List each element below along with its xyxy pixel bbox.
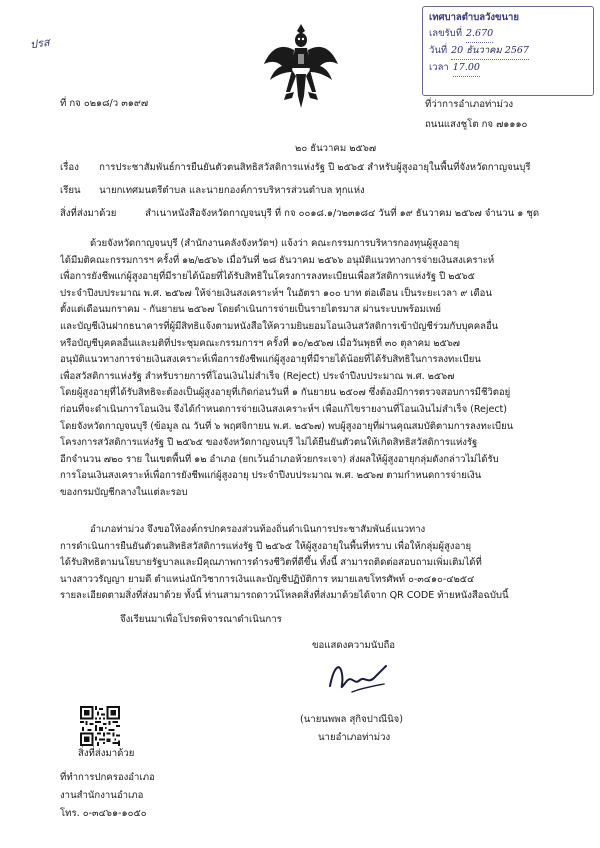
paragraph-line: การโอนเงินสงเคราะห์เพื่อการยังชีพแก่ผู้สูงอายุ ประจำปีงบประมาณ พ.ศ. ๒๕๖๗ ตามกำหนดการจ่ายเงิน — [60, 470, 482, 482]
garuda-emblem — [262, 20, 340, 110]
subject-row — [60, 160, 560, 177]
paragraph-line: โครงการสวัสดิการแห่งรัฐ ปี ๒๕๖๕ ของจังหวัดกาญจนบุรี ไม่ได้ยืนยันตัวตนให้เกิดสิทธิสวัสดิการแห่งรัฐ — [60, 437, 478, 449]
qr-caption: สิ่งที่ส่งมาด้วย — [78, 748, 135, 759]
paragraph-line: ด้วยจังหวัดกาญจนบุรี (สำนักงานคลังจังหวัดฯ) แจ้งว่า คณะกรรมการบริหารกองทุนผู้สูงอายุ — [90, 238, 460, 249]
office-address: ถนนแสงชูโต กจ ๗๑๑๑๐ — [425, 119, 528, 130]
paragraph-line: ได้มีมติคณะกรรมการฯ ครั้งที่ ๑๒/๒๕๖๖ เมื่อวันที่ ๒๘ ธันวาคม ๒๕๖๖ อนุมัติแนวทางการจ่ายเงินสงเคราะห์ — [60, 254, 495, 266]
attachment-text: สำเนาหนังสือจังหวัดกาญจนบุรี ที่ กจ ๐๐๑๘.๑/ว๒๓๑๘๔ วันที่ ๑๙ ธันวาคม ๒๕๖๗ จำนวน ๑ ชุด — [145, 208, 540, 219]
paragraph-line: อนุมัติแนวทางการจ่ายเงินสงเคราะห์เพื่อการยังชีพแก่ผู้สูงอายุที่มีรายได้น้อยที่ได้รับสิทธิในการลงทะเบียน — [60, 354, 481, 366]
paragraph-line: นางสาววรัญญา ยามดี ตำแหน่งนักวิชาการเงินและบัญชีปฏิบัติการ หมายเลขโทรศัพท์ ๐-๓๔๑๐-๔๒๕๔ — [60, 573, 475, 585]
paragraph-line: รายละเอียดตามสิ่งที่ส่งมาด้วย ทั้งนี้ ท่านสามารถดาวน์โหลดสิ่งที่ส่งมาด้วยได้จาก QR CODE ท้ายหนังสือฉบับนี้ — [60, 590, 509, 602]
paragraph-line: ได้รับสิทธิตามนโยบายรัฐบาลและมีคุณภาพการดำรงชีวิตที่ดีขึ้น ทั้งนี้ สามารถติดต่อสอบถามเพิ่มเติมได้ที่ — [60, 557, 482, 569]
paragraph-line: ประจำปีงบประมาณ พ.ศ. ๒๕๖๗ ให้จ่ายเงินสงเคราะห์ฯ ในอัตรา ๑๐๐ บาท ต่อเดือน เป็นระยะเวลา ๙ เดือน — [60, 287, 492, 299]
paragraph-line: การดำเนินการยืนยันตัวตนสิทธิสวัสดิการแห่งรัฐ ปี ๒๕๖๕ ให้ผู้สูงอายุในพื้นที่ทราบ เพื่อให้กลุ่มผู้สูงอายุ — [60, 540, 472, 552]
office-name: ที่ว่าการอำเภอท่าม่วง — [425, 99, 514, 110]
signature-name: (นายนพพล สุกิจปาณีนิจ) — [300, 714, 404, 725]
stamp-time-value: 17.00 — [453, 60, 480, 77]
stamp-org — [429, 10, 587, 26]
to-label: เรียน — [60, 185, 81, 196]
signoff-text: ขอแสดงความนับถือ — [312, 640, 396, 651]
paragraph-line: และบัญชีเงินฝากธนาคารที่ผู้มีสิทธิแจ้งตามหนังสือให้ความยินยอมโอนเงินสวัสดิการเข้าบัญชีร่วมกับบุคคลอื่น — [60, 320, 499, 332]
paragraph-line: โดยผู้สูงอายุที่ได้รับสิทธิจะต้องเป็นผู้สูงอายุที่เกิดก่อนวันที่ ๑ กันยายน ๒๕๐๗ ซึ่งต้องมีการตรวจสอบการมีชีวิตอยู่ — [60, 387, 511, 399]
paragraph-line: ก่อนที่จะดำเนินการโอนเงิน จึงได้กำหนดการจ่ายเงินสงเคราะห์ฯ เพื่อแก้ไขรายงานที่โอนเงินไม่สำเร็จ (Reject) — [60, 403, 507, 415]
stamp-org-text: เทศบาลตำบลวังขนาย — [429, 12, 519, 23]
stamp-receive-label: เลขรับที่ — [429, 28, 462, 39]
receiving-stamp — [422, 6, 594, 96]
stamp-time-row — [429, 60, 587, 77]
paragraph-line: เพื่อการยังชีพแก่ผู้สูงอายุที่มีรายได้น้อยที่ได้รับสิทธิในโครงการลงทะเบียนเพื่อสวัสดิการแห่งรัฐ ปี ๒๕๖๕ — [60, 271, 475, 283]
footer-section: งานสำนักงานอำเภอ — [60, 790, 144, 801]
handwritten-signature — [322, 656, 392, 700]
paragraph-line: อำเภอท่าม่วง จึงขอให้องค์กรปกครองส่วนท้องถิ่นดำเนินการประชาสัมพันธ์แนวทาง — [90, 524, 426, 535]
document-date: ๒๐ ธันวาคม ๒๕๖๗ — [295, 143, 377, 154]
subject-text: การประชาสัมพันธ์การยืนยันตัวตนสิทธิสวัสดิการแห่งรัฐ ปี ๒๕๖๕ สำหรับผู้สูงอายุในพื้นที่จังหวัดกาญจนบุรี — [99, 162, 531, 173]
stamp-date-value: 20 ธันวาคม 2567 — [451, 43, 529, 60]
body-paragraph-1 — [60, 236, 550, 502]
paragraph-line: ของกรมบัญชีกลางในแต่ละรอบ — [60, 486, 188, 498]
closing-text: จึงเรียนมาเพื่อโปรดพิจารณาดำเนินการ — [120, 614, 282, 625]
paragraph-line: เพื่อสวัสดิการแห่งรัฐ สำหรับรายการที่โอนเงินไม่สำเร็จ (Reject) ประจำปีงบประมาณ พ.ศ. ๒๕๖๗ — [60, 370, 455, 382]
reference-number: ที่ กจ ๐๒๑๘/ว ๓๑๙๗ — [60, 98, 149, 109]
footer-unit: ที่ทำการปกครองอำเภอ — [60, 772, 155, 783]
paragraph-line: โดยจังหวัดกาญจนบุรี (ข้อมูล ณ วันที่ ๖ พฤศจิกายน พ.ศ. ๒๕๖๗) พบผู้สูงอายุที่ผ่านคุณสมบัติตามการลงทะเบียน — [60, 420, 514, 432]
qr-code-icon — [80, 706, 120, 746]
qr-code[interactable] — [80, 706, 120, 746]
subject-label: เรื่อง — [60, 162, 79, 173]
to-row — [60, 183, 560, 200]
body-paragraph-2 — [60, 522, 550, 605]
paragraph-line: อีกจำนวน ๗๒๐ ราย ในเขตพื้นที่ ๑๒ อำเภอ (ยกเว้นอำเภอห้วยกระเจา) ส่งผลให้ผู้สูงอายุกลุ่มดังกล่าวไม่ได้รับ — [60, 453, 499, 465]
stamp-date-row — [429, 43, 587, 60]
stamp-receive-number: 2.670 — [466, 26, 493, 43]
attachment-row — [60, 206, 560, 223]
signature-title: นายอำเภอท่าม่วง — [318, 732, 391, 743]
paragraph-line: ตั้งแต่เดือนมกราคม - กันยายน ๒๕๖๗ โดยดำเนินการจ่ายเป็นรายไตรมาส ผ่านระบบพร้อมเพย์ — [60, 304, 441, 316]
margin-handwritten-mark: ปรส — [29, 35, 51, 52]
stamp-receive-row — [429, 26, 587, 43]
footer-phone: โทร. ๐-๓๔๖๑-๑๐๕๐ — [60, 808, 147, 819]
paragraph-line: หรือบัญชีบุคคลอื่นและมติที่ประชุมคณะกรรมการฯ ครั้งที่ ๑๐/๒๕๖๗ เมื่อวันพุธที่ ๓๐ ตุลาคม ๒๕๖๗ — [60, 337, 460, 349]
to-text: นายกเทศมนตรีตำบล และนายกองค์การบริหารส่วนตำบล ทุกแห่ง — [99, 185, 365, 196]
stamp-time-label: เวลา — [429, 62, 449, 73]
garuda-emblem-icon — [262, 20, 340, 110]
stamp-date-label: วันที่ — [429, 45, 448, 56]
attachment-label: สิ่งที่ส่งมาด้วย — [60, 208, 117, 219]
signature-icon — [322, 656, 392, 700]
